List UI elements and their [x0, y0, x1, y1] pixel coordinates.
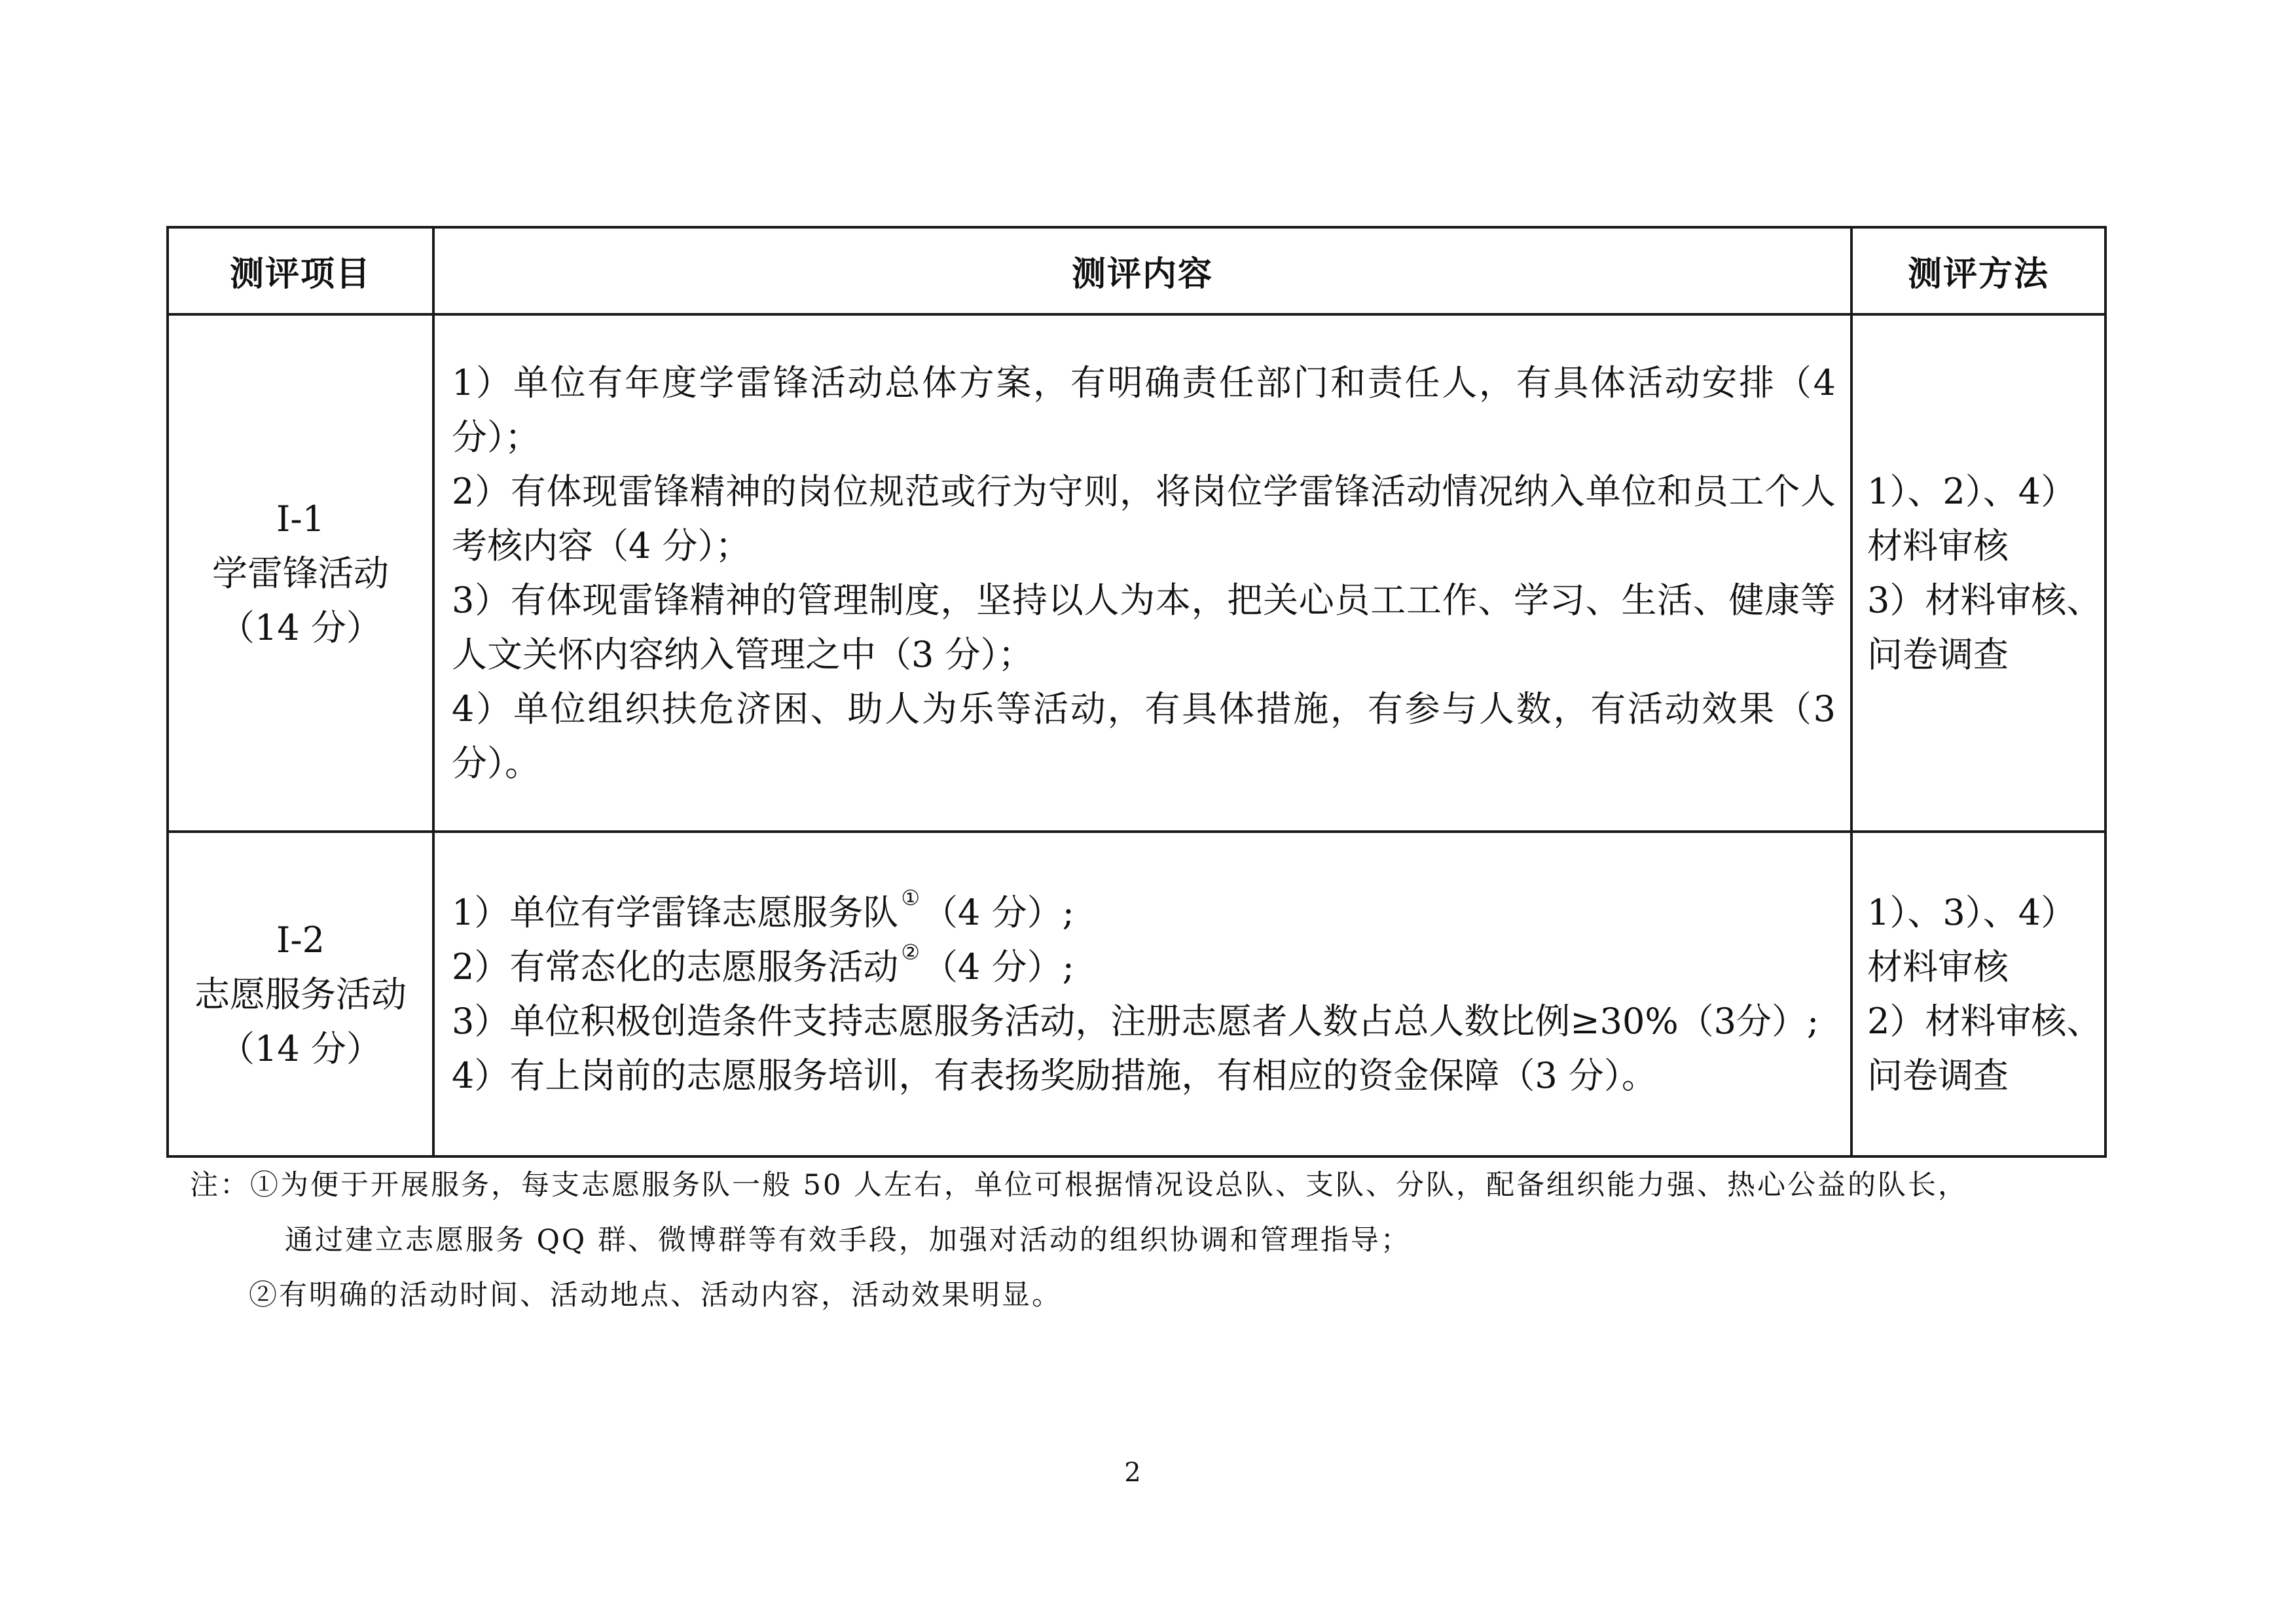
content-line: 4）有上岗前的志愿服务培训，有表扬奖励措施，有相应的资金保障（3 分）。: [452, 1055, 1657, 1096]
item-title: 学雷锋活动: [212, 552, 389, 594]
content-cell: [433, 832, 1851, 1156]
item-score: （14 分）: [219, 1027, 382, 1069]
table-row: [168, 314, 2105, 832]
content-cell: [433, 314, 1851, 832]
content-text: 2）有常态化的志愿服务活动: [452, 946, 899, 987]
content-text: （4 分）;: [922, 892, 1074, 933]
content-text: （4 分）;: [922, 946, 1074, 987]
header-method: 测评方法: [1851, 227, 2105, 314]
content-line: 3）单位积极创造条件支持志愿服务活动，注册志愿者人数占总人数比例≥30%（3分）;: [452, 1001, 1819, 1042]
method-line: 材料审核: [1867, 525, 2009, 566]
header-content: 测评内容: [433, 227, 1851, 314]
item-title: 志愿服务活动: [194, 973, 407, 1015]
method-cell: [1851, 832, 2105, 1156]
method-line: 1）、3）、4）: [1867, 892, 2077, 933]
item-cell: [168, 314, 433, 832]
footnote-2: ②有明确的活动时间、活动地点、活动内容，活动效果明显。: [249, 1279, 1062, 1312]
method-line: 3）材料审核、: [1867, 580, 2102, 621]
footnote-ref-2: ②: [901, 940, 920, 965]
method-line: 1）、2）、4）: [1867, 471, 2077, 512]
item-score: （14 分）: [219, 606, 382, 648]
evaluation-table: [166, 226, 2107, 1158]
content-line: 4）单位组织扶危济困、助人为乐等活动，有具体措施，有参与人数，有活动效果（3分）。: [452, 688, 1836, 784]
table-header-row: [168, 227, 2105, 314]
method-line: 2）材料审核、: [1867, 1001, 2102, 1042]
item-cell: [168, 832, 433, 1156]
content-line: 1）单位有年度学雷锋活动总体方案，有明确责任部门和责任人，有具体活动安排（4分）；: [452, 362, 1836, 458]
page-number: 2: [1124, 1458, 1141, 1488]
content-line: 3）有体现雷锋精神的管理制度，坚持以人为本，把关心员工工作、学习、生活、健康等人文关怀内容纳入管理之中（3 分）；: [452, 580, 1836, 675]
content-line: [452, 885, 1836, 940]
content-line: [452, 940, 1836, 994]
item-code: Ⅰ-1: [276, 498, 325, 540]
table-row: [168, 832, 2105, 1156]
content-text: 1）单位有学雷锋志愿服务队: [452, 892, 899, 933]
footnotes: [190, 1158, 2108, 1323]
content-line: 2）有体现雷锋精神的岗位规范或行为守则，将岗位学雷锋活动情况纳入单位和员工个人考核内容（4 分）；: [452, 471, 1836, 566]
footnote-ref-1: ①: [901, 885, 920, 910]
method-line: 问卷调查: [1867, 1055, 2009, 1096]
method-cell: [1851, 314, 2105, 832]
header-item: 测评项目: [168, 227, 433, 314]
footnote-1: 注：①为便于开展服务，每支志愿服务队一般 50 人左右，单位可根据情况设总队、支队、分队，配备组织能力强、热心公益的队长，: [190, 1169, 1969, 1202]
method-line: 问卷调查: [1867, 634, 2009, 675]
footnote-1-continuation: 通过建立志愿服务 QQ 群、微博群等有效手段，加强对活动的组织协调和管理指导；: [285, 1224, 1411, 1257]
item-code: Ⅰ-2: [276, 919, 325, 961]
method-line: 材料审核: [1867, 946, 2009, 987]
